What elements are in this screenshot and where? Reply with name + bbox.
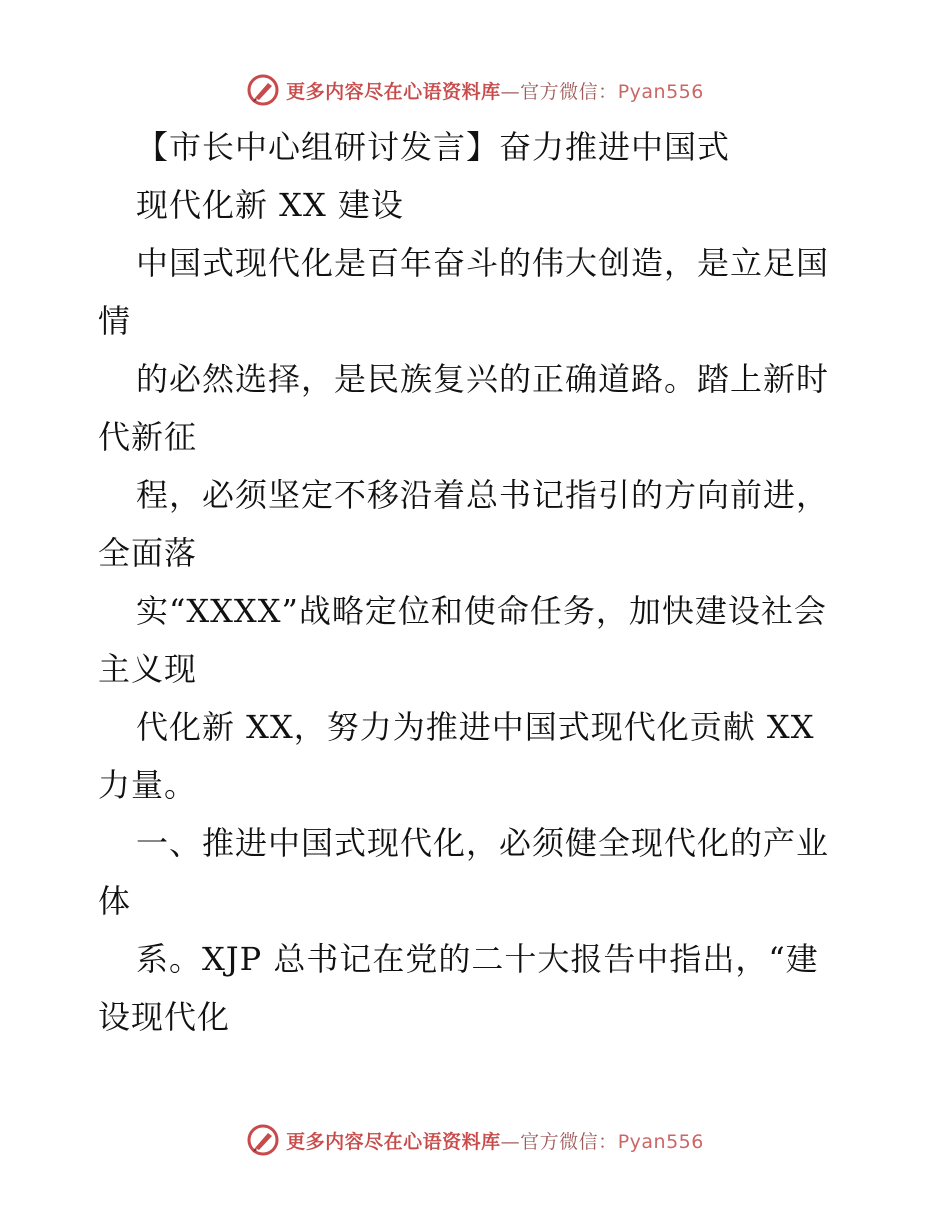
paragraph-line: 程，必须坚定不移沿着总书记指引的方向前进， xyxy=(136,476,830,514)
header-watermark xyxy=(0,70,950,110)
pen-nib-circle-icon xyxy=(246,73,280,107)
section-heading-line: 一、推进中国式现代化，必须健全现代化的产业 xyxy=(136,824,830,862)
paragraph-line: 系。XJP 总书记在党的二十大报告中指出，“建 xyxy=(136,940,819,978)
watermark-site: 更多内容尽在心语资料库 xyxy=(286,1130,501,1153)
paragraph-line: 主义现 xyxy=(98,650,198,688)
watermark-site: 更多内容尽在心语资料库 xyxy=(286,80,501,103)
paragraph-line: 全面落 xyxy=(98,534,198,572)
paragraph-line: 实“XXXX”战略定位和使命任务，加快建设社会 xyxy=(136,592,827,630)
paragraph-line: 代新征 xyxy=(98,418,198,456)
document-title-line-2: 现代化新 XX 建设 xyxy=(136,186,404,224)
watermark-wechat-id: Pyan556 xyxy=(617,1130,704,1153)
paragraph-line: 情 xyxy=(98,302,132,340)
document-body xyxy=(98,118,858,1046)
watermark-separator: — xyxy=(500,1130,521,1153)
section-heading-line: 体 xyxy=(98,882,132,920)
pen-nib-circle-icon xyxy=(246,1123,280,1157)
paragraph-line: 代化新 XX，努力为推进中国式现代化贡献 XX xyxy=(136,708,815,746)
watermark-wechat-label: 官方微信： xyxy=(520,80,618,103)
document-title-line-1: 【市长中心组研讨发言】奋力推进中国式 xyxy=(136,128,731,166)
paragraph-line: 设现代化 xyxy=(98,998,231,1036)
watermark-text xyxy=(286,77,704,104)
paragraph-line: 中国式现代化是百年奋斗的伟大创造，是立足国 xyxy=(136,244,830,282)
watermark-wechat-label: 官方微信： xyxy=(520,1130,618,1153)
watermark-wechat-id: Pyan556 xyxy=(617,80,704,103)
watermark-separator: — xyxy=(500,80,521,103)
footer-watermark xyxy=(0,1120,950,1160)
watermark-text xyxy=(286,1127,704,1154)
paragraph-line: 的必然选择，是民族复兴的正确道路。踏上新时 xyxy=(136,360,830,398)
paragraph-line: 力量。 xyxy=(98,766,198,804)
